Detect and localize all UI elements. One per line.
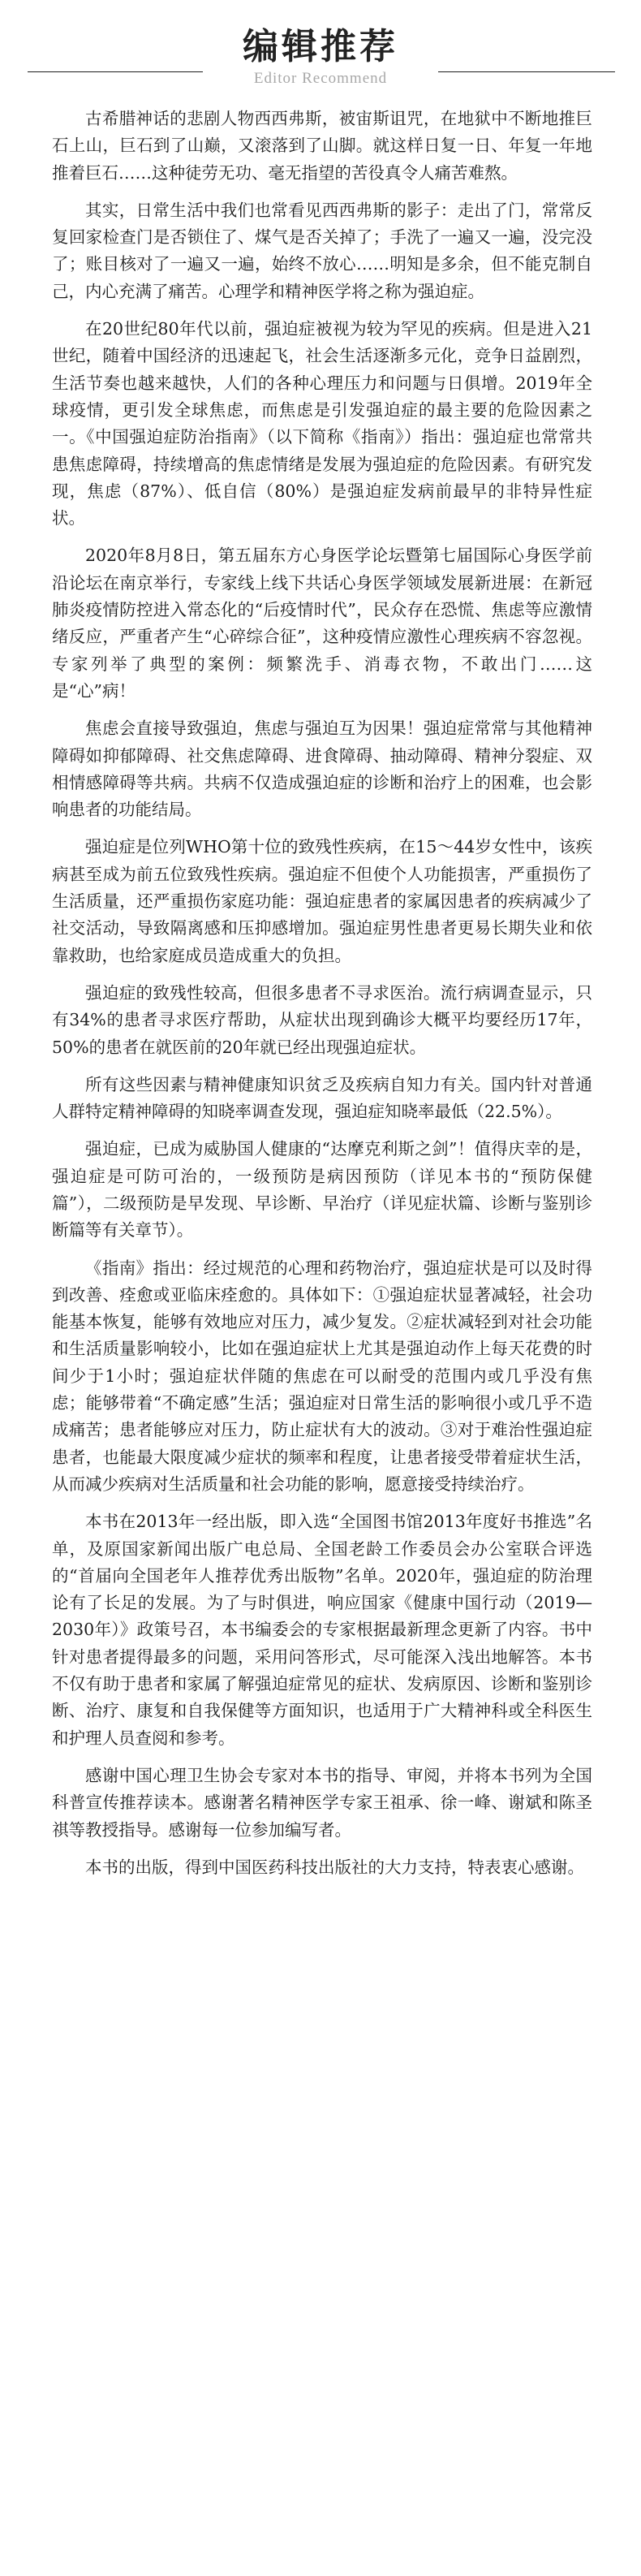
paragraph: 强迫症，已成为威胁国人健康的“达摩克利斯之剑”！值得庆幸的是，强迫症是可防可治的，一级预防是病因预防（详见本书的“预防保健篇”），二级预防是早发现、早诊断、早治疗（详见症状篇、诊断与鉴别诊断篇等有关章节）。 [52,1139,592,1241]
paragraph: 古希腊神话的悲剧人物西西弗斯，被宙斯诅咒，在地狱中不断地推巨石上山，巨石到了山巅，又滚落到了山脚。就这样日复一日、年复一年地推着巨石……这种徒劳无功、毫无指望的苦役真令人痛苦难熬。 [52,109,592,183]
paragraph: 焦虑会直接导致强迫，焦虑与强迫互为因果！强迫症常常与其他精神障碍如抑郁障碍、社交焦虑障碍、进食障碍、抽动障碍、精神分裂症、双相情感障碍等共病。共病不仅造成强迫症的诊断和治疗上的困难，也会影响患者的功能结局。 [52,718,592,820]
article-body [52,106,592,1892]
paragraph: 在20世纪80年代以前，强迫症被视为较为罕见的疾病。但是进入21世纪，随着中国经济的迅速起飞，社会生活逐渐多元化，竞争日益剧烈，生活节奏也越来越快，人们的各种心理压力和问题与日俱增。2019年全球疫情，更引发全球焦虑，而焦虑是引发强迫症的最主要的危险因素之一。《中国强迫症防治指南》（以下简称《指南》）指出：强迫症也常常共患焦虑障碍，持续增高的焦虑情绪是发展为强迫症的危险因素。有研究发现，焦虑（87%）、低自信（80%）是强迫症发病前最早的非特异性症状。 [52,319,592,529]
paragraph: 本书的出版，得到中国医药科技出版社的大力支持，特表衷心感谢。 [85,1857,584,1877]
paragraph: 2020年8月8日，第五届东方心身医学论坛暨第七届国际心身医学前沿论坛在南京举行，专家线上线下共话心身医学领域发展新进展：在新冠肺炎疫情防控进入常态化的“后疫情时代”，民众存在恐慌、焦虑等应激情绪反应，严重者产生“心碎综合征”，这种疫情应激性心理疾病不容忽视。专家列举了典型的案例：频繁洗手、消毒衣物，不敢出门……这是“心”病！ [52,546,592,701]
paragraph: 强迫症的致残性较高，但很多患者不寻求医治。流行病调查显示，只有34%的患者寻求医疗帮助，从症状出现到确诊大概平均要经历17年，50%的患者在就医前的20年就已经出现强迫症状。 [52,982,592,1057]
paragraph: 本书在2013年一经出版，即入选“全国图书馆2013年度好书推选”名单，及原国家新闻出版广电总局、全国老龄工作委员会办公室联合评选的“首届向全国老年人推荐优秀出版物”名单。2020年，强迫症的防治理论有了长足的发展。为了与时俱进，响应国家《健康中国行动（2019—2030年）》政策号召，本书编委会的专家根据最新理念更新了内容。书中针对患者提得最多的问题，采用问答形式，尽可能深入浅出地解答。本书不仅有助于患者和家属了解强迫症常见的症状、发病原因、诊断和鉴别诊断、治疗、康复和自我保健等方面知识，也适用于广大精神科或全科医生和护理人员查阅和参考。 [52,1512,592,1748]
paragraph: 所有这些因素与精神健康知识贫乏及疾病自知力有关。国内针对普通人群特定精神障碍的知晓率调查发现，强迫症知晓率最低（22.5%）。 [52,1074,592,1122]
paragraph: 感谢中国心理卫生协会专家对本书的指导、审阅，并将本书列为全国科普宣传推荐读本。感谢著名精神医学专家王祖承、徐一峰、谢斌和陈圣祺等教授指导。感谢每一位参加编写者。 [52,1765,592,1840]
paragraph: 其实，日常生活中我们也常看见西西弗斯的影子：走出了门，常常反复回家检查门是否锁住了、煤气是否关掉了；手洗了一遍又一遍，没完没了；账目核对了一遍又一遍，始终不放心……明知是多余，但不能克制自己，内心充满了痛苦。心理学和精神医学将之称为强迫症。 [52,200,592,301]
page-subtitle: Editor Recommend [253,70,388,87]
paragraph: 《指南》指出：经过规范的心理和药物治疗，强迫症状是可以及时得到改善、痊愈或亚临床痊愈的。具体如下：①强迫症状显著减轻，社会功能基本恢复，能够有效地应对压力，减少复发。②症状减轻到对社会功能和生活质量影响较小，比如在强迫症状上尤其是强迫动作上每天花费的时间少于1小时；强迫症状伴随的焦虑在可以耐受的范围内或几乎没有焦虑；能够带着“不确定感”生活；强迫症对日常生活的影响很小或几乎不造成痛苦；患者能够应对压力，防止症状有大的波动。③对于难治性强迫症患者，也能最大限度减少症状的频率和程度，让患者接受带着症状生活，从而减少疾病对生活质量和社会功能的影响，愿意接受持续治疗。 [52,1258,592,1494]
page-title: 编辑推荐 [243,26,398,67]
paragraph: 强迫症是位列WHO第十位的致残性疾病，在15～44岁女性中，该疾病甚至成为前五位致残性疾病。强迫症不但使个人功能损害，严重损伤了生活质量，还严重损伤家庭功能：强迫症患者的家属因患者的疾病减少了社交活动，导致隔离感和压抑感增加。强迫症男性患者更易长期失业和依靠救助，也给家庭成员造成重大的负担。 [52,837,592,965]
page-header [0,0,641,101]
